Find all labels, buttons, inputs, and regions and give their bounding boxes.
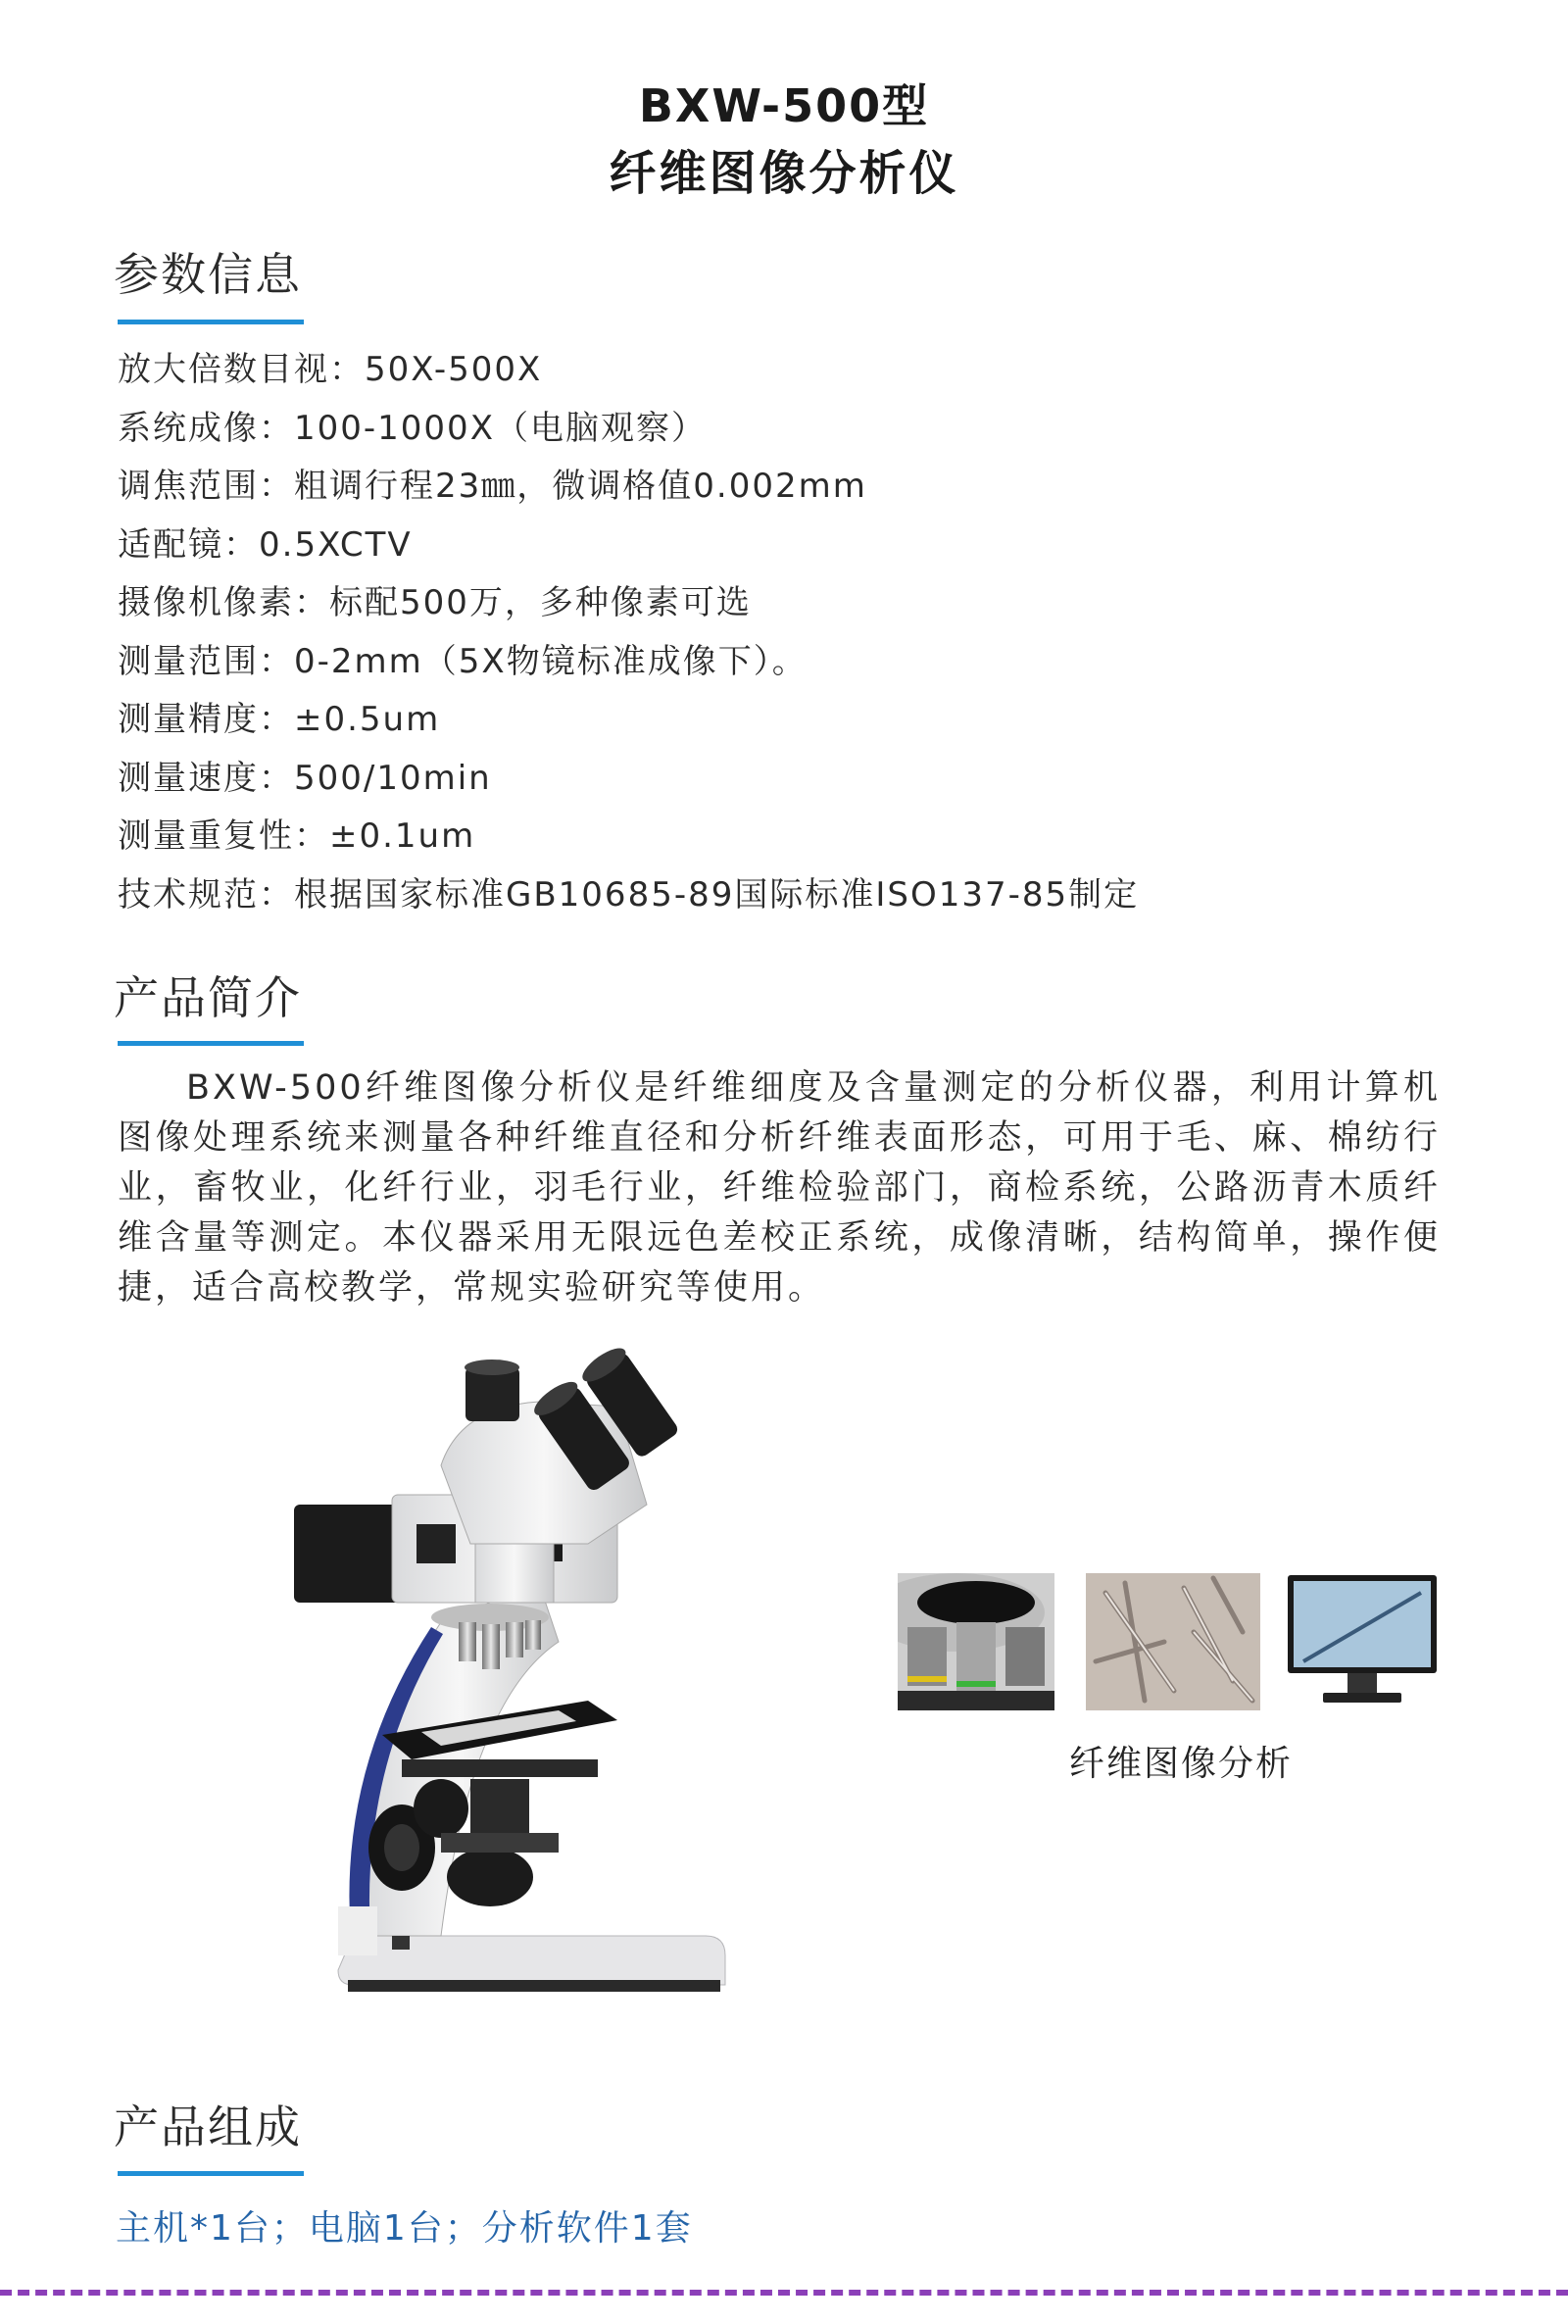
product-title <box>0 76 1568 206</box>
intro-paragraph: BXW-500纤维图像分析仪是纤维细度及含量测定的分析仪器，利用计算机图像处理系统来测量各种纤维直径和分析纤维表面形态，可用于毛、麻、棉纺行业，畜牧业，化纤行业，羽毛行业，纤维检验部门，商检系统，公路沥青木质纤维含量等测定。本仪器采用无限远色差校正系统，成像清晰，结构简单，操作便捷，适合高校教学，常规实验研究等使用。 <box>118 1068 1441 1308</box>
bottom-dashed-divider <box>0 2290 1568 2296</box>
spec-item: 测量重复性：±0.1um <box>118 816 476 856</box>
spec-item: 放大倍数目视：50X-500X <box>118 350 543 389</box>
spec-item: 测量范围：0-2mm（5X物镜标准成像下）。 <box>118 641 808 681</box>
objective-lens-thumbnail <box>898 1573 1054 1710</box>
figure-caption: 纤维图像分析 <box>1068 1744 1293 1784</box>
composition-text: 主机*1台；电脑1台；分析软件1套 <box>116 2208 693 2249</box>
intro-heading-underline <box>118 1041 304 1046</box>
spec-item: 测量速度：500/10min <box>118 758 492 798</box>
specs-list <box>118 341 1139 924</box>
product-name: 纤维图像分析仪 <box>609 146 959 201</box>
composition-heading: 产品组成 <box>114 2101 302 2153</box>
spec-item: 调焦范围：粗调行程23㎜，微调格值0.002mm <box>118 467 867 506</box>
spec-item: 系统成像：100-1000X（电脑观察） <box>118 408 707 448</box>
product-model: BXW-500型 <box>638 79 930 132</box>
spec-item: 摄像机像素：标配500万，多种像素可选 <box>118 583 752 622</box>
spec-item: 测量精度：±0.5um <box>118 700 441 739</box>
composition-heading-underline <box>118 2171 304 2176</box>
specs-heading-underline <box>118 320 304 324</box>
fiber-sample-thumbnail <box>1086 1573 1260 1710</box>
intro-heading: 产品简介 <box>114 971 302 1024</box>
computer-monitor-thumbnail <box>1284 1573 1441 1710</box>
spec-item: 适配镜：0.5XCTV <box>118 524 413 565</box>
spec-item: 技术规范：根据国家标准GB10685-89国际标准ISO137-85制定 <box>118 874 1140 915</box>
microscope-image <box>294 1348 843 2014</box>
specs-heading: 参数信息 <box>114 248 302 301</box>
